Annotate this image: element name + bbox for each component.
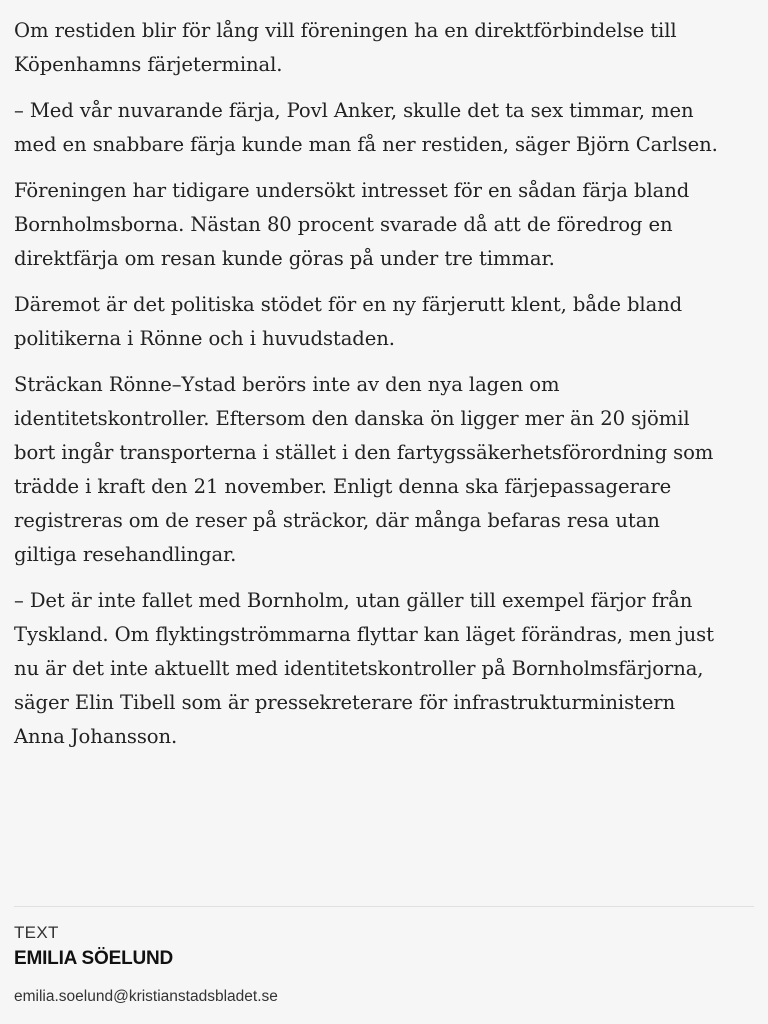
author-email-link[interactable]: emilia.soelund@kristianstadsbladet.se <box>14 988 278 1005</box>
paragraph-4: Däremot är det politiska stödet för en ny färjerutt klent, både bland politikerna i Rönne och i huvudstaden. <box>14 293 683 350</box>
paragraph-2: – Med vår nuvarande färja, Povl Anker, skulle det ta sex timmar, men med en snabbare färja kunde man få ner restiden, säger Björn Carlsen. <box>14 99 718 156</box>
paragraph-5: Sträckan Rönne–Ystad berörs inte av den nya lagen om identitetskontroller. Eftersom den danska ön ligger mer än 20 sjömil bort ingår transporterna i stället i den fartygssäkerhetsförordning som trädde i kraft den 21 november. Enligt denna ska färjepassagerare registreras om de reser på sträckor, där många befaras resa utan giltiga resehandlingar. <box>14 373 714 566</box>
paragraph-1: Om restiden blir för lång vill föreningen ha en direktförbindelse till Köpenhamns färjeterminal. <box>14 19 677 76</box>
paragraph-3: Föreningen har tidigare undersökt intresset för en sådan färja bland Bornholmsborna. Nästan 80 procent svarade då att de föredrog en direktfärja om resan kunde göras på under tre timmar. <box>14 179 690 270</box>
byline-divider <box>14 906 754 907</box>
author-name[interactable]: EMILIA SÖELUND <box>14 948 174 969</box>
byline-label: TEXT <box>14 923 59 942</box>
byline <box>14 922 278 1008</box>
paragraph-6: – Det är inte fallet med Bornholm, utan gäller till exempel färjor från Tyskland. Om flyktingströmmarna flyttar kan läget förändras, men just nu är det inte aktuellt med identitetskontroller på Bornholmsfärjorna, säger Elin Tibell som är pressekreterare för infrastrukturministern Anna Johansson. <box>14 589 714 748</box>
